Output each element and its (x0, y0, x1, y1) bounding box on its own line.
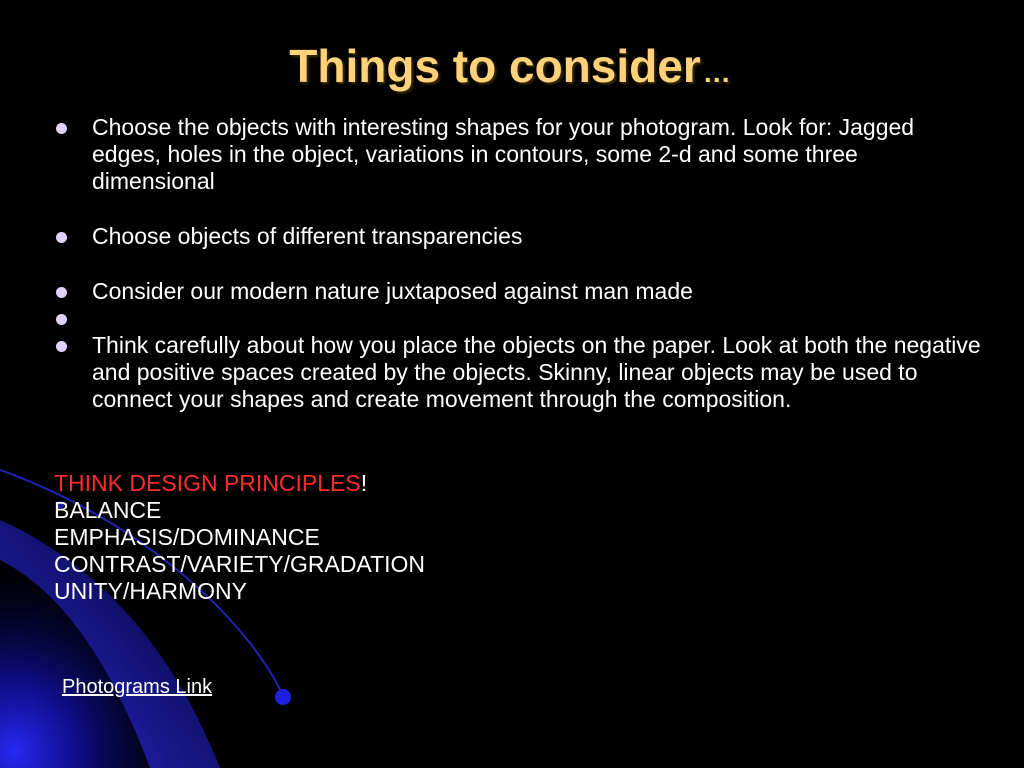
circle-bullet-icon (56, 314, 67, 325)
principles-heading-suffix: ! (360, 470, 368, 496)
principles-heading (54, 470, 425, 497)
title-text: Things to consider (289, 40, 701, 92)
bullet-item (54, 114, 984, 195)
bullet-list (54, 114, 984, 441)
circle-bullet-icon (56, 232, 67, 243)
circle-bullet-icon (56, 287, 67, 298)
bullet-text: Choose objects of different transparencies (92, 223, 523, 249)
swoosh-dot (275, 689, 291, 705)
title-ellipsis: … (702, 57, 735, 88)
slide-title (0, 36, 1024, 103)
circle-bullet-icon (56, 123, 67, 134)
bullet-item-empty (54, 305, 984, 332)
photograms-link[interactable]: Photograms Link (62, 676, 213, 698)
principle-item: UNITY/HARMONY (54, 578, 247, 604)
bullet-text: Consider our modern nature juxtaposed against man made (92, 278, 693, 304)
bullet-item (54, 223, 984, 250)
principle-item: BALANCE (54, 497, 162, 523)
bullet-text: Choose the objects with interesting shapes for your photogram. Look for: Jagged edges, holes in the object, variations in contours, some 2-d and some three dimensional (92, 114, 915, 194)
bullet-item (54, 332, 984, 413)
principles-heading-text: THINK DESIGN PRINCIPLES (54, 470, 361, 496)
circle-bullet-icon (56, 341, 67, 352)
principle-item: CONTRAST/VARIETY/GRADATION (54, 551, 426, 577)
principle-item: EMPHASIS/DOMINANCE (54, 524, 320, 550)
design-principles (54, 470, 425, 605)
bullet-text: Think carefully about how you place the objects on the paper. Look at both the negative and positive spaces created by the objects. Skinny, linear objects may be used to connect your shapes and create movement through the composition. (92, 332, 981, 412)
bullet-item (54, 278, 984, 305)
